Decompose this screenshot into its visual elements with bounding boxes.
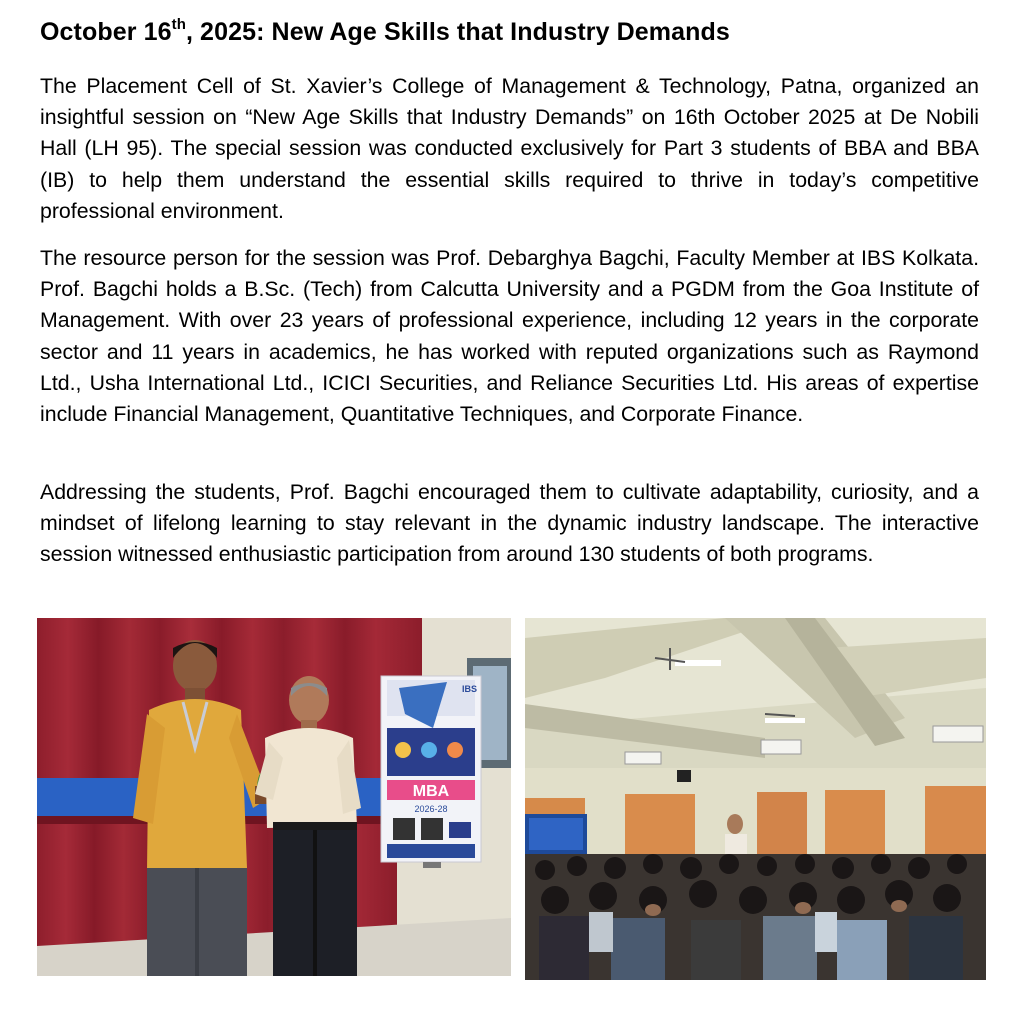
paragraph-resource-person: The resource person for the session was Prof. Debarghya Bagchi, Faculty Member at IBS Kolkata. Prof. Bagchi holds a B.Sc. (Tech) from Calcutta University and a PGDM from the Goa Institute of Management. With over 23 years of professional experience, including 12 years in the corporate sector and 11 years in academics, he has worked with reputed organizations such as Raymond Ltd., Usha International Ltd., ICICI Securities, and Reliance Securities Ltd. His areas of expertise include Financial Management, Quantitative Techniques, and Corporate Finance. [40, 246, 979, 427]
paragraph-intro: The Placement Cell of St. Xavier’s College of Management & Technology, Patna, organized an insightful session on “New Age Skills that Industry Demands” on 16th October 2025 at De Nobili Hall (LH 95). The special session was conducted exclusively for Part 3 students of BBA and BBA (IB) to help them understand the essential skills required to thrive in today’s competitive professional environment. [40, 74, 979, 223]
page-title [40, 18, 730, 47]
title-rest: , 2025: New Age Skills that Industry Demands [185, 18, 730, 46]
paragraph-summary: Addressing the students, Prof. Bagchi encouraged them to cultivate adaptability, curiosity, and a mindset of lifelong learning to stay relevant in the dynamic industry landscape. The interactive session witnessed enthusiastic participation from around 130 students of both programs. [40, 480, 979, 567]
banner-program-text: MBA [412, 783, 450, 800]
title-ordinal: th [171, 16, 186, 33]
photo-audience [525, 618, 986, 980]
banner-year-text: 2026-28 [414, 804, 448, 814]
title-date: October 16 [40, 18, 172, 46]
banner-brand-text: IBS [461, 684, 477, 694]
photo-felicitation [37, 618, 511, 976]
